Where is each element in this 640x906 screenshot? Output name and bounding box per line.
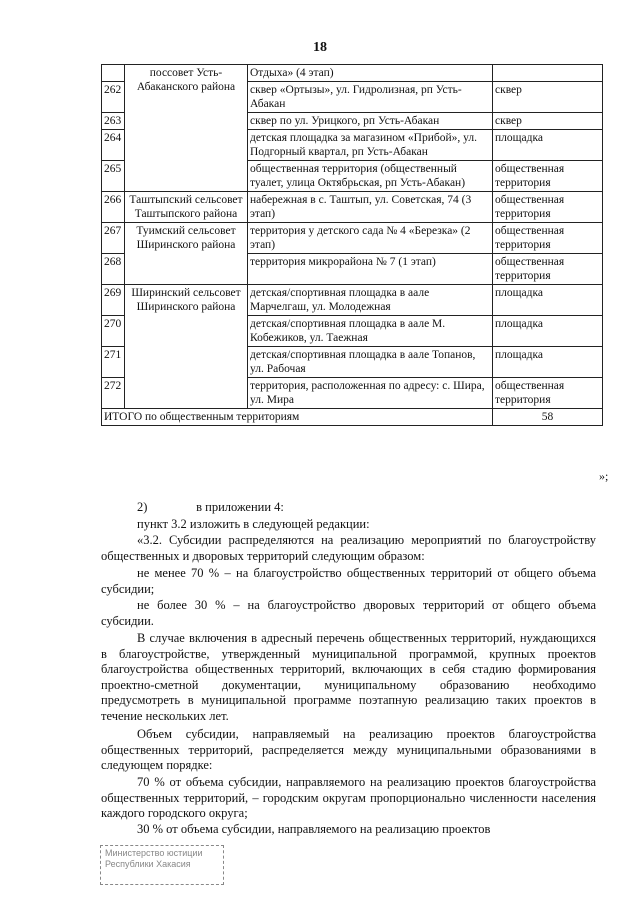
kind-cell: сквер (493, 113, 603, 130)
closing-quote: »; (599, 469, 609, 483)
paragraph: 70 % от объема субсидии, направляемого на реализацию проектов благоустройства общественных территорий, – городским округам пропорционально численности населения каждого городского округа; (101, 775, 596, 820)
kind-cell: общественная территория (493, 378, 603, 409)
table-row (102, 285, 603, 316)
paragraph: Объем субсидии, направляемый на реализацию проектов благоустройства общественных территорий, распределяется между муниципальными образованиями в следующем порядке: (101, 727, 596, 772)
kind-cell: общественная территория (493, 223, 603, 254)
row-number (102, 65, 125, 82)
territories-table (101, 64, 603, 426)
item-number: 2) (137, 500, 148, 514)
municipality-cell: Ширинский сельсовет Ширинского района (125, 285, 248, 409)
kind-cell: площадка (493, 316, 603, 347)
object-cell: общественная территория (общественный туалет, улица Октябрьская, рп Усть-Абакан) (248, 161, 493, 192)
row-number: 272 (102, 378, 125, 409)
object-cell: детская площадка за магазином «Прибой», ул. Подгорный квартал, рп Усть-Абакан (248, 130, 493, 161)
table-row (102, 65, 603, 82)
kind-cell: площадка (493, 130, 603, 161)
municipality-cell: поссовет Усть-Абаканского района (125, 65, 248, 192)
kind-cell: общественная территория (493, 192, 603, 223)
paragraph: «3.2. Субсидии распределяются на реализацию мероприятий по благоустройству общественных и дворовых территорий следующим образом: (101, 533, 596, 563)
paragraph: 30 % от объема субсидии, направляемого на реализацию проектов (137, 822, 491, 836)
object-cell: детская/спортивная площадка в аале М. Кобежиков, ул. Таежная (248, 316, 493, 347)
municipality-cell: Туимский сельсовет Ширинского района (125, 223, 248, 285)
kind-cell: общественная территория (493, 254, 603, 285)
object-cell: детская/спортивная площадка в аале Топанов, ул. Рабочая (248, 347, 493, 378)
object-cell: территория микрорайона № 7 (1 этап) (248, 254, 493, 285)
object-cell: территория, расположенная по адресу: с. Шира, ул. Мира (248, 378, 493, 409)
row-number: 266 (102, 192, 125, 223)
stamp-line: Министерство юстиции (105, 848, 203, 858)
row-number: 267 (102, 223, 125, 254)
paragraph: В случае включения в адресный перечень общественных территорий, нуждающихся в благоустройстве, утвержденный муниципальной программой, крупных проектов благоустройства общественных территорий, включающих в себя стадию формирования проектно-сметной документации, муниципальному образованию необходимо предусмотреть в муниципальной программе поэтапную реализацию таких проектов в течение нескольких лет. (101, 631, 596, 723)
row-number: 269 (102, 285, 125, 316)
page-number: 18 (313, 40, 327, 55)
row-number: 271 (102, 347, 125, 378)
total-label: ИТОГО по общественным территориям (102, 409, 493, 426)
object-cell: территория у детского сада № 4 «Березка» (2 этап) (248, 223, 493, 254)
table-row (102, 192, 603, 223)
object-cell: Отдыха» (4 этап) (248, 65, 493, 82)
row-number: 264 (102, 130, 125, 161)
registration-stamp (100, 845, 224, 885)
table-row (102, 223, 603, 254)
row-number: 268 (102, 254, 125, 285)
kind-cell (493, 65, 603, 82)
row-number: 270 (102, 316, 125, 347)
row-number: 263 (102, 113, 125, 130)
object-cell: сквер «Ортызы», ул. Гидролизная, рп Усть-Абакан (248, 82, 493, 113)
object-cell: сквер по ул. Урицкого, рп Усть-Абакан (248, 113, 493, 130)
paragraph: не менее 70 % – на благоустройство общественных территорий от общего объема субсидии; (101, 566, 596, 596)
municipality-cell: Таштыпский сельсовет Таштыпского района (125, 192, 248, 223)
kind-cell: площадка (493, 347, 603, 378)
amendment-item (101, 500, 596, 516)
kind-cell: общественная территория (493, 161, 603, 192)
kind-cell: площадка (493, 285, 603, 316)
row-number: 265 (102, 161, 125, 192)
item-text: в приложении 4: (196, 500, 284, 514)
total-row (102, 409, 603, 426)
paragraph: не более 30 % – на благоустройство дворовых территорий от общего объема субсидии. (101, 598, 596, 628)
object-cell: набережная в с. Таштып, ул. Советская, 74 (3 этап) (248, 192, 493, 223)
paragraph: пункт 3.2 изложить в следующей редакции: (137, 517, 370, 531)
row-number: 262 (102, 82, 125, 113)
kind-cell: сквер (493, 82, 603, 113)
stamp-line: Республики Хакасия (105, 859, 191, 869)
object-cell: детская/спортивная площадка в аале Марчелгаш, ул. Молодежная (248, 285, 493, 316)
total-value: 58 (493, 409, 603, 426)
